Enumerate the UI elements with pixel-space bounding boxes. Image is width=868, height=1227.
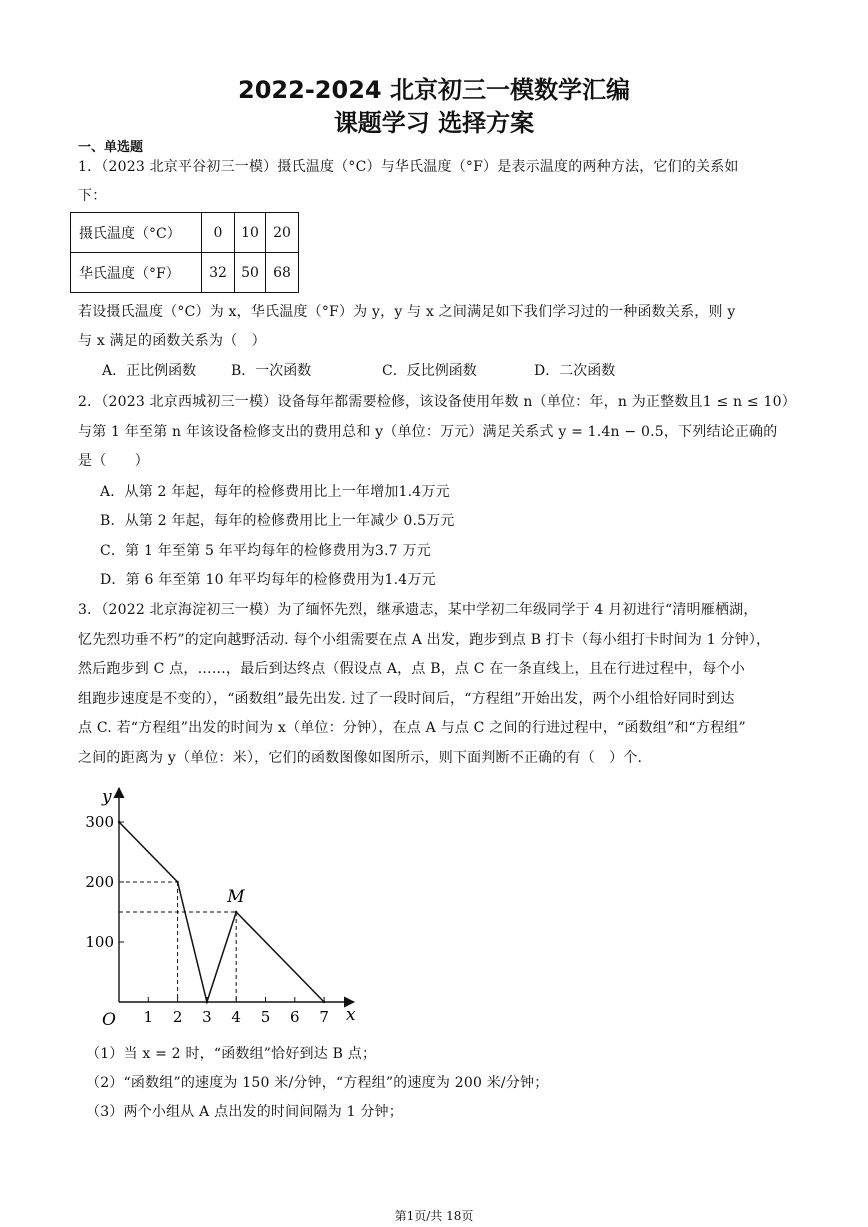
q3-statement-1: （1）当 x = 2 时，“函数组”恰好到达 B 点； [86,1046,377,1062]
q3-line-1: 3．（2022 北京海淀初三一模）为了缅怀先烈，继承遗志，某中学初二年级同学于 4 月初进行“清明雁栖湖， [78,602,758,618]
data-point [176,881,178,883]
q3-statement-3: （3）两个小组从 A 点出发的时间间隔为 1 分钟； [86,1104,403,1120]
table-cell: 68 [266,253,299,293]
y-tick-label: 100 [85,933,114,951]
q1-line-3: 若设摄氏温度（°C）为 x，华氏温度（°F）为 y，y 与 x 之间满足如下我们学习过的一种函数关系，则 y [78,304,736,320]
x-tick-label: 4 [231,1008,241,1026]
q1-line-1: 1．（2023 北京平谷初三一模）摄氏温度（°C）与华氏温度（°F）是表示温度的两种方法，它们的关系如 [78,159,739,175]
q1-option-a: A．正比例函数 [102,363,197,379]
q1-line-4: 与 x 满足的函数关系为（ ） [78,333,266,349]
table-cell-celsius-label: 摄氏温度（°C） [71,213,202,253]
q2-line-2: 与第 1 年至第 n 年该设备检修支出的费用总和 y（单位：万元）满足关系式 y = 1.4n − 0.5，下列结论正确的 [78,424,778,440]
q3-line-3: 然后跑步到 C 点，……，最后到达终点（假设点 A，点 B，点 C 在一条直线上，且在行进过程中，每个小 [78,661,745,677]
q1-option-b: B．一次函数 [231,363,312,379]
section-heading: 一、单选题 [78,140,144,155]
q2-line-3: 是（ ） [78,453,149,469]
q3-line-4: 组跑步速度是不变的），“函数组”最先出发. 过了一段时间后，“方程组”开始出发，两个小组恰好同时到达 [78,691,735,707]
q2-option-b: B．从第 2 年起，每年的检修费用比上一年减少 0.5万元 [100,513,455,529]
page-title: 2022-2024 北京初三一模数学汇编 [238,76,630,104]
x-axis-label: x [346,1005,356,1025]
q1-option-d: D．二次函数 [534,363,616,379]
x-tick-label: 7 [319,1008,329,1026]
y-tick-label: 200 [85,873,114,891]
table-cell-fahrenheit-label: 华氏温度（°F） [71,253,202,293]
q3-line-6: 之间的距离为 y（单位：米），它们的函数图像如图所示，则下面判断不正确的有（ ）个. [78,750,643,766]
x-tick-label: 2 [172,1008,183,1026]
distance-time-graph [80,782,370,1032]
x-tick-label: 3 [202,1008,212,1026]
table-cell: 20 [266,213,299,253]
origin-label: O [102,1010,116,1030]
table-cell: 10 [235,213,266,253]
x-tick-label: 6 [290,1008,300,1026]
q3-line-2: 忆先烈功垂不朽”的定向越野活动. 每个小组需要在点 A 出发，跑步到点 B 打卡（每小组打卡时间为 1 分钟）， [78,632,771,648]
y-tick-label: 300 [85,813,114,831]
table-row [71,253,299,293]
table-cell: 50 [235,253,266,293]
q1-line-2: 下： [78,188,107,204]
x-tick-label: 5 [260,1008,271,1026]
page-footer: 第1页/共 18页 [394,1209,474,1223]
data-point [206,1001,208,1003]
q2-line-1: 2．（2023 北京西城初三一模）设备每年都需要检修，该设备使用年数 n（单位：年，n 为正整数且1 ≤ n ≤ 10） [78,394,796,410]
table-row [71,213,299,253]
page-subtitle: 课题学习 选择方案 [333,109,535,137]
q2-option-d: D．第 6 年至第 10 年平均每年的检修费用为1.4万元 [100,572,436,588]
x-tick-label: 1 [143,1008,154,1026]
y-axis-label: y [102,787,112,807]
q2-option-a: A．从第 2 年起，每年的检修费用比上一年增加1.4万元 [100,484,450,500]
q1-option-c: C．反比例函数 [382,363,477,379]
data-point [323,1001,325,1003]
temperature-table [70,212,299,293]
q3-statement-2: （2）“函数组”的速度为 150 米/分钟，“方程组”的速度为 200 米/分钟； [86,1075,549,1091]
q2-option-c: C．第 1 年至第 5 年平均每年的检修费用为3.7 万元 [100,543,431,559]
table-cell: 0 [202,213,235,253]
data-point [118,821,120,823]
data-point [235,911,237,913]
table-cell: 32 [202,253,235,293]
point-m-label: M [227,887,245,907]
q3-line-5: 点 C. 若“方程组”出发的时间为 x（单位：分钟），在点 A 与点 C 之间的行进过程中，“函数组”和“方程组” [78,720,746,736]
